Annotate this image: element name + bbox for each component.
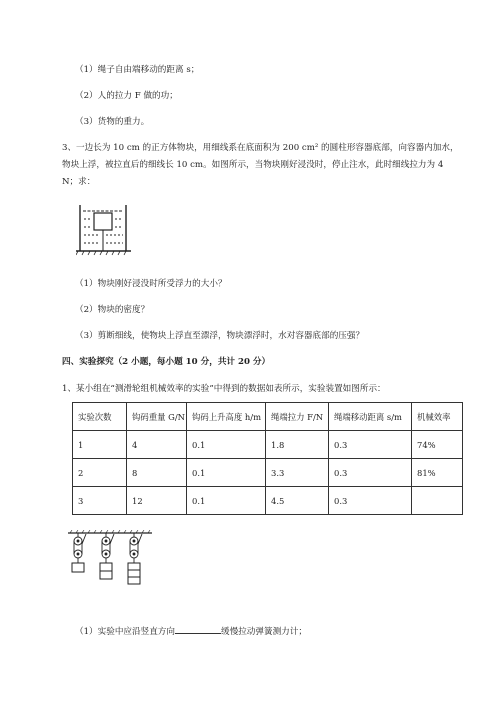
exp1-q1-text-after: 缓慢拉动弹簧测力计；	[221, 627, 307, 637]
pulley-apparatus-figure	[66, 530, 156, 586]
exp1-intro: 1、某小组在“测滑轮组机械效率的实验”中得到的数据如表所示，实验装置如图所示：	[62, 384, 386, 394]
table-header: 实验次数	[73, 403, 127, 431]
table-cell: 0.1	[187, 459, 266, 487]
q3-stem-line-3: N；求：	[62, 177, 96, 187]
table-cell: 12	[127, 487, 187, 515]
exp1-q1-text-before: （1）实验中应沿竖直方向	[75, 627, 175, 637]
exp1-question-1	[75, 624, 307, 638]
table-header: 钩码上升高度 h/m	[187, 403, 266, 431]
table-header-row	[73, 403, 463, 431]
container-figure	[76, 201, 136, 259]
table-row	[73, 431, 463, 459]
table-cell: 4.5	[266, 487, 329, 515]
table-header: 钩码重量 G/N	[127, 403, 187, 431]
efficiency-table	[72, 402, 463, 515]
q3-sub-3: （3）剪断细线，使物块上浮直至漂浮，物块漂浮时，水对容器底部的压强？	[75, 331, 365, 341]
table-cell: 2	[73, 459, 127, 487]
table-cell: 74%	[412, 431, 463, 459]
table-cell: 0.1	[187, 431, 266, 459]
table-cell: 3.3	[266, 459, 329, 487]
table-cell: 1.8	[266, 431, 329, 459]
q3-stem-line-2: 物块上浮，被拉直后的细线长 10 cm。如图所示，当物块刚好浸没时，停止注水，此时细线拉力为 4	[62, 160, 444, 170]
table-cell: 3	[73, 487, 127, 515]
table-row	[73, 459, 463, 487]
q2-part-1: （1）绳子自由端移动的距离 s；	[75, 65, 200, 75]
answer-blank[interactable]	[175, 624, 221, 634]
q3-sub-1: （1）物块刚好浸没时所受浮力的大小？	[75, 279, 227, 289]
table-cell: 81%	[412, 459, 463, 487]
table-cell: 0.1	[187, 487, 266, 515]
table-cell: 1	[73, 431, 127, 459]
table-header: 绳端移动距离 s/m	[329, 403, 412, 431]
table-cell: 8	[127, 459, 187, 487]
section-4-heading: 四、实验探究（2 小题，每小题 10 分，共计 20 分）	[62, 357, 271, 367]
table-cell	[412, 487, 463, 515]
table-header: 机械效率	[412, 403, 463, 431]
table-cell: 0.3	[329, 459, 412, 487]
table-cell: 0.3	[329, 431, 412, 459]
q2-part-3: （3）货物的重力。	[75, 117, 150, 127]
table-header: 绳端拉力 F/N	[266, 403, 329, 431]
table-row	[73, 487, 463, 515]
q2-part-2: （2）人的拉力 F 做的功；	[75, 91, 178, 101]
table-cell: 0.3	[329, 487, 412, 515]
q3-sub-2: （2）物块的密度？	[75, 305, 150, 315]
q3-stem-line-1: 3、一边长为 10 cm 的正方体物块，用细线系在底面积为 200 cm² 的圆柱形容器底部，向容器内加水，	[62, 143, 459, 153]
table-cell: 4	[127, 431, 187, 459]
